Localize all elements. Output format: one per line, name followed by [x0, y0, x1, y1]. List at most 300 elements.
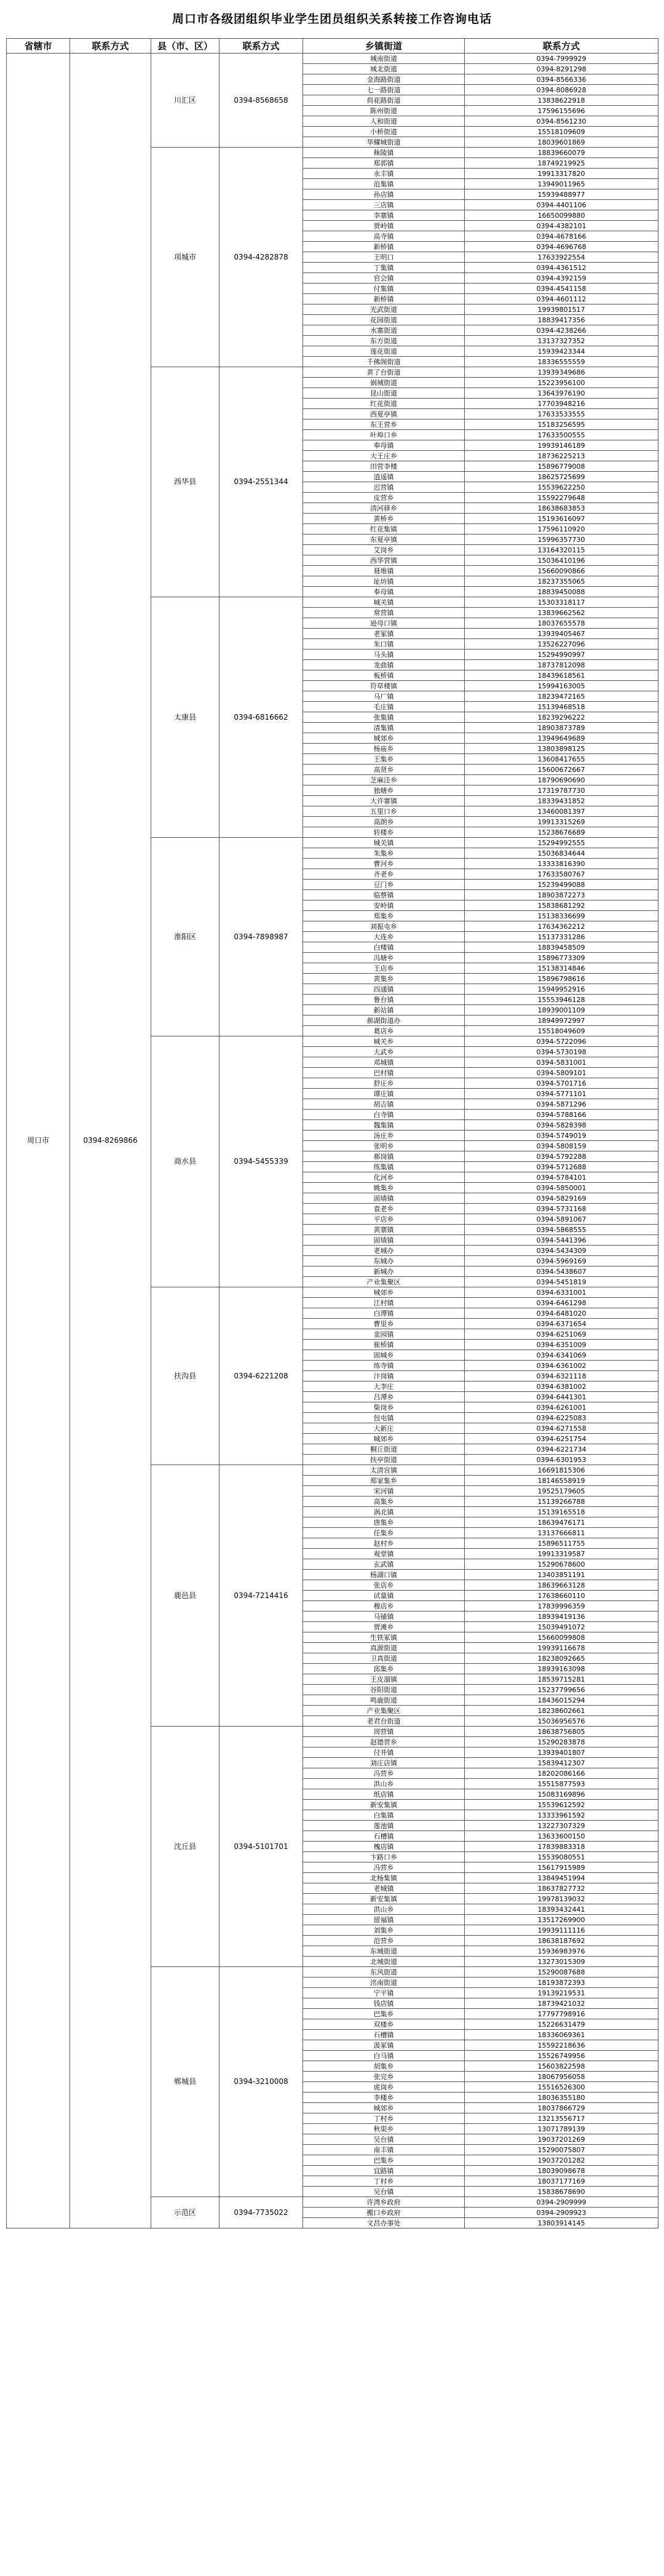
town-name: 冯营乡 [303, 1862, 465, 1873]
town-name: 莲池镇 [303, 1821, 465, 1831]
town-name: 汤庄乡 [303, 1131, 465, 1141]
county-phone: 0394-6816662 [219, 597, 303, 838]
town-name: 李楼乡 [303, 2093, 465, 2103]
town-name: 周营镇 [303, 1727, 465, 1737]
county-phone: 0394-3210008 [219, 1967, 303, 2197]
town-phone: 18949972997 [465, 1016, 658, 1026]
town-phone: 13949011965 [465, 179, 658, 189]
town-name: 叶埠口乡 [303, 430, 465, 440]
town-name: 豆门乡 [303, 880, 465, 890]
town-name: 红花街道 [303, 399, 465, 409]
town-phone: 18839417356 [465, 315, 658, 325]
town-name: 七一路街道 [303, 85, 465, 95]
town-phone: 18238092665 [465, 1653, 658, 1664]
town-name: 江村镇 [303, 1298, 465, 1308]
town-name: 试量镇 [303, 1591, 465, 1601]
town-name: 莲花街道 [303, 346, 465, 357]
town-phone: 17319787730 [465, 785, 658, 796]
town-phone: 0394-5809101 [465, 1068, 658, 1078]
town-phone: 18839458509 [465, 942, 658, 953]
town-phone: 15603822598 [465, 2061, 658, 2072]
town-phone: 18749219925 [465, 158, 658, 169]
town-phone: 18336555559 [465, 357, 658, 367]
page-title: 周口市各级团组织毕业学生团员组织关系转接工作咨询电话 [172, 12, 492, 26]
town-phone: 15294992555 [465, 838, 658, 848]
town-phone: 15896779008 [465, 461, 658, 472]
town-phone: 18637827732 [465, 1883, 658, 1894]
county-name: 淮阳区 [151, 838, 219, 1036]
town-phone: 0394-6381002 [465, 1381, 658, 1392]
town-phone: 0394-6441301 [465, 1392, 658, 1402]
town-name: 王明口 [303, 252, 465, 263]
county-name: 项城市 [151, 148, 219, 367]
town-phone: 19978139032 [465, 1894, 658, 1904]
town-name: 西夏亭镇 [303, 409, 465, 419]
town-name: 城郊乡 [303, 733, 465, 744]
town-phone: 18638683853 [465, 503, 658, 514]
town-name: 黄集乡 [303, 974, 465, 984]
town-phone: 15936983976 [465, 1946, 658, 1957]
town-phone: 15996357730 [465, 535, 658, 545]
town-name: 昆山街道 [303, 388, 465, 399]
town-phone: 0394-4401106 [465, 200, 658, 210]
town-phone: 13939349686 [465, 367, 658, 378]
town-phone: 19037201282 [465, 2155, 658, 2166]
town-phone: 18638187692 [465, 1936, 658, 1946]
town-name: 张店乡 [303, 1580, 465, 1591]
town-name: 大李庄 [303, 1381, 465, 1392]
town-phone: 13849451994 [465, 1873, 658, 1883]
county-name: 西华县 [151, 367, 219, 597]
town-phone: 0394-5788166 [465, 1110, 658, 1120]
town-name: 赵德营乡 [303, 1737, 465, 1747]
town-phone: 18393432441 [465, 1904, 658, 1915]
town-name: 转楼乡 [303, 827, 465, 838]
town-phone: 13839662562 [465, 608, 658, 618]
town-name: 符草楼镇 [303, 681, 465, 691]
town-phone: 15939423344 [465, 346, 658, 357]
town-name: 小桥街道 [303, 127, 465, 137]
town-phone: 0394-6251069 [465, 1329, 658, 1340]
town-phone: 0394-6461298 [465, 1298, 658, 1308]
town-name: 王店乡 [303, 963, 465, 974]
town-name: 杨庙乡 [303, 744, 465, 754]
town-name: 练寺镇 [303, 1361, 465, 1371]
town-phone: 0394-5701716 [465, 1078, 658, 1089]
town-phone: 13227307329 [465, 1821, 658, 1831]
town-name: 城北街道 [303, 64, 465, 74]
town-name: 新安集镇 [303, 1800, 465, 1810]
town-name: 王皮溜镇 [303, 1674, 465, 1685]
town-phone: 0394-5441396 [465, 1235, 658, 1246]
town-phone: 18239472165 [465, 691, 658, 702]
town-phone: 15223956100 [465, 378, 658, 388]
town-phone: 15290087688 [465, 1967, 658, 1978]
county-phone: 0394-5101701 [219, 1727, 303, 1967]
town-name: 钱店镇 [303, 1998, 465, 2009]
town-name: 白潭镇 [303, 1308, 465, 1319]
town-phone: 0394-5784101 [465, 1172, 658, 1183]
town-phone: 18193872393 [465, 1978, 658, 1988]
town-name: 人和街道 [303, 116, 465, 127]
town-name: 奉母镇 [303, 587, 465, 597]
town-name: 郝湖街道办 [303, 1016, 465, 1026]
county-name: 鹿邑县 [151, 1465, 219, 1727]
county-phone: 0394-7214416 [219, 1465, 303, 1727]
town-name: 常营镇 [303, 608, 465, 618]
town-name: 黄寨镇 [303, 1225, 465, 1235]
town-phone: 0394-5771101 [465, 1089, 658, 1099]
town-phone: 13526227096 [465, 639, 658, 650]
town-name: 吴台镇 [303, 2134, 465, 2145]
town-name: 玄武镇 [303, 1559, 465, 1570]
town-name: 大连乡 [303, 932, 465, 942]
town-phone: 13939401807 [465, 1747, 658, 1758]
town-phone: 0394-5808159 [465, 1141, 658, 1151]
town-phone: 17633922554 [465, 252, 658, 263]
town-phone: 15226631479 [465, 2019, 658, 2030]
header-city: 省辖市 [7, 39, 70, 54]
town-phone: 0394-2909923 [465, 2208, 658, 2218]
town-name: 文昌办事处 [303, 2218, 465, 2228]
town-name: 高朗乡 [303, 817, 465, 827]
county-phone: 0394-8568658 [219, 54, 303, 148]
county-name: 郸城县 [151, 1967, 219, 2197]
town-phone: 13403851191 [465, 1570, 658, 1580]
town-phone: 0394-4696768 [465, 242, 658, 252]
town-name: 陈州街道 [303, 106, 465, 116]
town-phone: 0394-5868555 [465, 1225, 658, 1235]
town-phone: 13273015309 [465, 1957, 658, 1967]
town-name: 太清宫镇 [303, 1465, 465, 1476]
town-phone: 13838622918 [465, 95, 658, 106]
town-phone: 13643976190 [465, 388, 658, 399]
town-name: 高寺镇 [303, 231, 465, 242]
town-phone: 15515877593 [465, 1779, 658, 1789]
town-name: 产业集聚区 [303, 1706, 465, 1716]
town-phone: 18037866729 [465, 2103, 658, 2113]
town-phone: 18939419136 [465, 1612, 658, 1622]
town-name: 迟营镇 [303, 482, 465, 493]
town-name: 李寨镇 [303, 210, 465, 221]
town-phone: 13460081397 [465, 806, 658, 817]
town-name: 平店乡 [303, 1214, 465, 1225]
town-phone: 18339431852 [465, 796, 658, 806]
county-phone: 0394-7898987 [219, 838, 303, 1036]
county-phone: 0394-4282878 [219, 148, 303, 367]
town-phone: 15139266788 [465, 1497, 658, 1507]
town-phone: 15660099808 [465, 1632, 658, 1643]
town-phone: 0394-6351009 [465, 1340, 658, 1350]
town-phone: 18037177169 [465, 2176, 658, 2187]
town-phone: 15518109609 [465, 127, 658, 137]
town-phone: 18790690690 [465, 775, 658, 785]
town-name: 三店镇 [303, 200, 465, 210]
town-phone: 15949952916 [465, 984, 658, 995]
town-phone: 0394-5828398 [465, 1120, 658, 1131]
town-name: 王集乡 [303, 754, 465, 765]
town-name: 杨湖口镇 [303, 1570, 465, 1580]
town-name: 老冢镇 [303, 629, 465, 639]
town-name: 大许寨镇 [303, 796, 465, 806]
town-name: 观堂镇 [303, 1549, 465, 1559]
town-name: 生铁冢镇 [303, 1632, 465, 1643]
town-name: 袁老乡 [303, 1204, 465, 1214]
town-name: 任集乡 [303, 1528, 465, 1538]
town-phone: 17633580767 [465, 869, 658, 880]
town-phone: 18039601869 [465, 137, 658, 148]
town-name: 固墙镇 [303, 1235, 465, 1246]
town-name: 大武乡 [303, 1047, 465, 1057]
town-phone: 0394-5722096 [465, 1036, 658, 1047]
town-phone: 15539622250 [465, 482, 658, 493]
town-name: 韭园镇 [303, 1329, 465, 1340]
town-phone: 18539715281 [465, 1674, 658, 1685]
city-name: 周口市 [7, 54, 70, 2228]
town-phone: 15516526300 [465, 2082, 658, 2093]
town-name: 白集镇 [303, 1810, 465, 1821]
town-name: 刘集乡 [303, 1925, 465, 1936]
town-phone: 0394-4601112 [465, 294, 658, 304]
town-phone: 19037201269 [465, 2134, 658, 2145]
town-name: 城南街道 [303, 54, 465, 64]
town-name: 宜路镇 [303, 2166, 465, 2176]
town-phone: 15039491072 [465, 1622, 658, 1632]
town-name: 曹里乡 [303, 1319, 465, 1329]
town-name: 华耀城街道 [303, 137, 465, 148]
town-phone: 19939801517 [465, 304, 658, 315]
town-name: 逍遥镇 [303, 472, 465, 482]
town-phone: 17839883318 [465, 1842, 658, 1852]
town-name: 槐店镇 [303, 1842, 465, 1852]
town-phone: 0394-4382101 [465, 221, 658, 231]
county-phone: 0394-7735022 [219, 2197, 303, 2228]
town-name: 桐丘街道 [303, 1444, 465, 1455]
town-phone: 18036355180 [465, 2093, 658, 2103]
town-name: 聂堆镇 [303, 566, 465, 576]
town-phone: 15592279648 [465, 493, 658, 503]
town-name: 谭庄镇 [303, 1089, 465, 1099]
town-name: 葛店乡 [303, 1026, 465, 1036]
town-name: 固墙镇 [303, 1193, 465, 1204]
town-phone: 0394-5831001 [465, 1057, 658, 1068]
town-name: 千佛阁街道 [303, 357, 465, 367]
town-phone: 0394-8291298 [465, 64, 658, 74]
town-phone: 15553946128 [465, 995, 658, 1005]
town-phone: 17839996359 [465, 1601, 658, 1612]
town-name: 洪山乡 [303, 1904, 465, 1915]
town-name: 郑郭镇 [303, 158, 465, 169]
town-name: 秋渠乡 [303, 2124, 465, 2134]
town-name: 郝岗镇 [303, 1151, 465, 1162]
town-phone: 15036834644 [465, 848, 658, 859]
town-phone: 0394-6261001 [465, 1402, 658, 1413]
town-phone: 0394-8566336 [465, 74, 658, 85]
town-phone: 0394-4541158 [465, 284, 658, 294]
town-name: 贾岭镇 [303, 221, 465, 231]
town-phone: 0394-6481020 [465, 1308, 658, 1319]
town-name: 练集镇 [303, 1162, 465, 1172]
town-phone: 0394-5730198 [465, 1047, 658, 1057]
header-county: 县（市、区） [151, 39, 219, 54]
town-name: 孙店镇 [303, 189, 465, 200]
town-phone: 19939146189 [465, 440, 658, 451]
town-phone: 0394-5850001 [465, 1183, 658, 1193]
town-name: 老城办 [303, 1246, 465, 1256]
town-phone: 0394-5434309 [465, 1246, 658, 1256]
town-phone: 18839660079 [465, 148, 658, 158]
town-phone: 13803914145 [465, 2218, 658, 2228]
town-phone: 18639663128 [465, 1580, 658, 1591]
town-name: 朱口镇 [303, 639, 465, 650]
town-phone: 19913319587 [465, 1549, 658, 1559]
town-name: 城关乡 [303, 1036, 465, 1047]
town-name: 卞路口乡 [303, 1852, 465, 1862]
town-name: 涡北镇 [303, 1507, 465, 1517]
town-name: 东方街道 [303, 336, 465, 346]
town-name: 石槽镇 [303, 2030, 465, 2040]
town-phone: 15138314846 [465, 963, 658, 974]
town-phone: 17634362212 [465, 921, 658, 932]
town-phone: 19939111116 [465, 1925, 658, 1936]
town-phone: 15526749956 [465, 2051, 658, 2061]
town-name: 丁集镇 [303, 263, 465, 273]
town-name: 官会镇 [303, 273, 465, 284]
town-name: 卫真街道 [303, 1653, 465, 1664]
town-phone: 18238602661 [465, 1706, 658, 1716]
county-name: 川汇区 [151, 54, 219, 148]
town-name: 清集镇 [303, 723, 465, 733]
town-phone: 15290283878 [465, 1737, 658, 1747]
town-phone: 17633500555 [465, 430, 658, 440]
town-phone: 16650099880 [465, 210, 658, 221]
town-name: 水寨街道 [303, 325, 465, 336]
town-phone: 0394-5969169 [465, 1256, 658, 1266]
town-name: 柴岗乡 [303, 1402, 465, 1413]
town-name: 马铺镇 [303, 1612, 465, 1622]
town-name: 搬口乡政府 [303, 2208, 465, 2218]
town-name: 马厂镇 [303, 691, 465, 702]
town-phone: 15838681292 [465, 900, 658, 911]
town-phone: 0394-6341069 [465, 1350, 658, 1361]
town-phone: 18638756805 [465, 1727, 658, 1737]
town-phone: 0394-4678166 [465, 231, 658, 242]
town-phone: 0394-8561230 [465, 116, 658, 127]
town-phone: 18037655578 [465, 618, 658, 629]
town-phone: 15290678600 [465, 1559, 658, 1570]
town-name: 巴村镇 [303, 1068, 465, 1078]
town-name: 新桥镇 [303, 242, 465, 252]
county-phone: 0394-2551344 [219, 367, 303, 597]
county-name: 示范区 [151, 2197, 219, 2228]
town-phone: 18239296222 [465, 712, 658, 723]
town-name: 东风街道 [303, 1967, 465, 1978]
town-name: 扶亭街道 [303, 1455, 465, 1465]
town-phone: 0394-5731168 [465, 1204, 658, 1214]
town-name: 红花集镇 [303, 524, 465, 535]
town-name: 郑集乡 [303, 911, 465, 921]
town-name: 马头镇 [303, 650, 465, 660]
town-name: 宋河镇 [303, 1486, 465, 1497]
town-name: 北城街道 [303, 1957, 465, 1967]
town-phone: 13137327352 [465, 336, 658, 346]
town-phone: 13608417655 [465, 754, 658, 765]
town-name: 板桥镇 [303, 670, 465, 681]
town-name: 城郊乡 [303, 1434, 465, 1444]
town-phone: 15139165518 [465, 1507, 658, 1517]
town-name: 曹河乡 [303, 859, 465, 869]
town-name: 刘振屯乡 [303, 921, 465, 932]
town-name: 城关镇 [303, 597, 465, 608]
town-phone: 13071789139 [465, 2124, 658, 2134]
town-phone: 18903872273 [465, 890, 658, 900]
town-name: 娲城街道 [303, 378, 465, 388]
town-name: 吕潭乡 [303, 1392, 465, 1402]
town-phone: 17596155696 [465, 106, 658, 116]
town-phone: 13164320115 [465, 545, 658, 555]
town-phone: 18237355065 [465, 576, 658, 587]
town-name: 丁村乡 [303, 2176, 465, 2187]
town-phone: 15294990997 [465, 650, 658, 660]
town-name: 宁平镇 [303, 1988, 465, 1998]
county-name: 扶沟县 [151, 1287, 219, 1465]
town-phone: 15539080551 [465, 1852, 658, 1862]
county-phone: 0394-6221208 [219, 1287, 303, 1465]
town-phone: 0394-4392159 [465, 273, 658, 284]
town-phone: 0394-4238266 [465, 325, 658, 336]
town-phone: 0394-6371654 [465, 1319, 658, 1329]
town-name: 双楼乡 [303, 2019, 465, 2030]
town-name: 纸店镇 [303, 1789, 465, 1800]
town-phone: 17638660110 [465, 1591, 658, 1601]
town-name: 高贤乡 [303, 765, 465, 775]
town-name: 舒庄乡 [303, 1078, 465, 1089]
town-name: 汴岗镇 [303, 1371, 465, 1381]
town-name: 刘庄店镇 [303, 1758, 465, 1768]
town-name: 唐集乡 [303, 1517, 465, 1528]
town-name: 姚集乡 [303, 1183, 465, 1193]
town-name: 冯塘乡 [303, 953, 465, 963]
town-name: 朱集乡 [303, 848, 465, 859]
town-phone: 15994163005 [465, 681, 658, 691]
table-row [7, 54, 658, 64]
town-name: 皮营乡 [303, 493, 465, 503]
town-phone: 0394-6225083 [465, 1413, 658, 1423]
town-phone: 0394-5451819 [465, 1277, 658, 1287]
town-phone: 18439618561 [465, 670, 658, 681]
town-name: 城郊乡 [303, 2103, 465, 2113]
town-phone: 0394-7999929 [465, 54, 658, 64]
town-phone: 0394-5712688 [465, 1162, 658, 1172]
town-phone: 0394-5749019 [465, 1131, 658, 1141]
town-name: 清河驿乡 [303, 503, 465, 514]
town-name: 固城乡 [303, 1350, 465, 1361]
town-name: 范集镇 [303, 179, 465, 189]
header-town: 乡镇街道 [303, 39, 465, 54]
town-phone: 15036410196 [465, 555, 658, 566]
town-phone: 19939116678 [465, 1643, 658, 1653]
town-name: 巴集乡 [303, 2009, 465, 2019]
town-name: 东夏亭镇 [303, 535, 465, 545]
town-phone: 18039098678 [465, 2166, 658, 2176]
town-phone: 13213556717 [465, 2113, 658, 2124]
town-name: 新安集镇 [303, 1894, 465, 1904]
town-name: 新站镇 [303, 1005, 465, 1016]
town-name: 张明乡 [303, 1141, 465, 1151]
town-phone: 15239499088 [465, 880, 658, 890]
town-phone: 15290075807 [465, 2145, 658, 2155]
town-name: 荷花路街道 [303, 95, 465, 106]
